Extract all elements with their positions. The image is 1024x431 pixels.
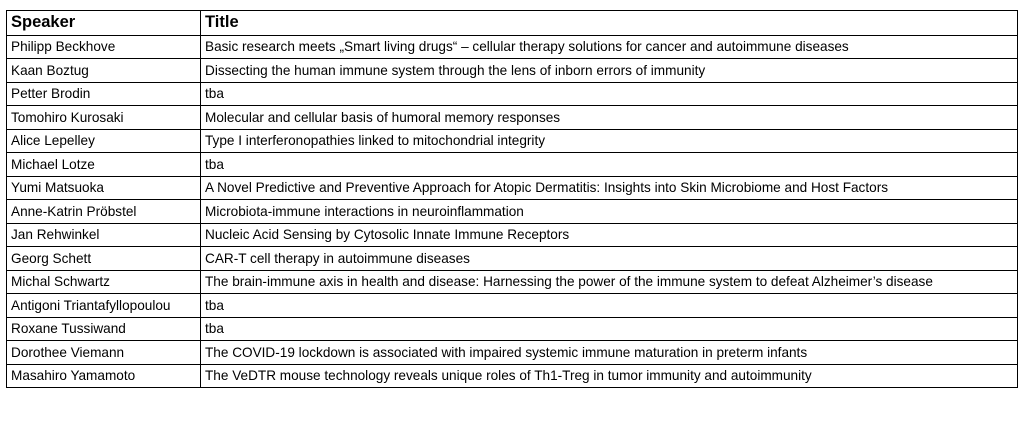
- title-cell: tba: [201, 82, 1018, 106]
- speaker-cell: Anne-Katrin Pröbstel: [7, 200, 201, 224]
- speaker-cell: Antigoni Triantafyllopoulou: [7, 294, 201, 318]
- table-row: [7, 82, 1018, 106]
- table-row: [7, 176, 1018, 200]
- table-row: [7, 341, 1018, 365]
- speaker-cell: Tomohiro Kurosaki: [7, 106, 201, 130]
- title-cell: Dissecting the human immune system through the lens of inborn errors of immunity: [201, 59, 1018, 83]
- table-row: [7, 270, 1018, 294]
- table-row: [7, 294, 1018, 318]
- table-row: [7, 247, 1018, 271]
- speaker-cell: Georg Schett: [7, 247, 201, 271]
- table-row: [7, 106, 1018, 130]
- table-header-row: [7, 11, 1018, 36]
- table-row: [7, 35, 1018, 59]
- speaker-cell: Michal Schwartz: [7, 270, 201, 294]
- table-row: [7, 153, 1018, 177]
- title-cell: The VeDTR mouse technology reveals unique roles of Th1-Treg in tumor immunity and autoimmunity: [201, 364, 1018, 388]
- speaker-cell: Masahiro Yamamoto: [7, 364, 201, 388]
- title-cell: The brain-immune axis in health and disease: Harnessing the power of the immune system to defeat Alzheimer’s disease: [201, 270, 1018, 294]
- title-cell: Nucleic Acid Sensing by Cytosolic Innate Immune Receptors: [201, 223, 1018, 247]
- title-cell: Molecular and cellular basis of humoral memory responses: [201, 106, 1018, 130]
- table-row: [7, 200, 1018, 224]
- speaker-cell: Petter Brodin: [7, 82, 201, 106]
- speaker-cell: Roxane Tussiwand: [7, 317, 201, 341]
- speaker-column-header: Speaker: [7, 11, 201, 36]
- title-cell: tba: [201, 294, 1018, 318]
- table-row: [7, 223, 1018, 247]
- speaker-cell: Yumi Matsuoka: [7, 176, 201, 200]
- title-cell: CAR-T cell therapy in autoimmune diseases: [201, 247, 1018, 271]
- title-cell: tba: [201, 317, 1018, 341]
- title-cell: Basic research meets „Smart living drugs“ – cellular therapy solutions for cancer and autoimmune diseases: [201, 35, 1018, 59]
- title-cell: Microbiota-immune interactions in neuroinflammation: [201, 200, 1018, 224]
- speaker-cell: Kaan Boztug: [7, 59, 201, 83]
- title-cell: A Novel Predictive and Preventive Approach for Atopic Dermatitis: Insights into Skin Microbiome and Host Factors: [201, 176, 1018, 200]
- speaker-cell: Alice Lepelley: [7, 129, 201, 153]
- table-row: [7, 59, 1018, 83]
- title-cell: The COVID-19 lockdown is associated with impaired systemic immune maturation in preterm infants: [201, 341, 1018, 365]
- table-row: [7, 129, 1018, 153]
- table-row: [7, 364, 1018, 388]
- speaker-cell: Jan Rehwinkel: [7, 223, 201, 247]
- speaker-table: [6, 10, 1018, 388]
- speaker-cell: Dorothee Viemann: [7, 341, 201, 365]
- speaker-cell: Philipp Beckhove: [7, 35, 201, 59]
- title-cell: tba: [201, 153, 1018, 177]
- title-column-header: Title: [201, 11, 1018, 36]
- speaker-cell: Michael Lotze: [7, 153, 201, 177]
- title-cell: Type I interferonopathies linked to mitochondrial integrity: [201, 129, 1018, 153]
- table-row: [7, 317, 1018, 341]
